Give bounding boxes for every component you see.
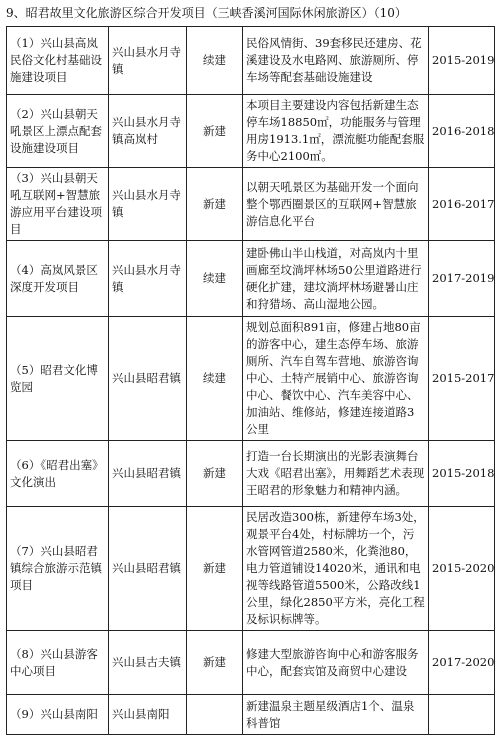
project-name: （7）兴山县昭君镇综合旅游示范镇项目 — [7, 507, 109, 631]
project-location: 兴山县水月寺镇 — [109, 168, 187, 241]
project-location: 兴山县水月寺镇高岚村 — [109, 95, 187, 168]
project-content: 修建大型旅游咨询中心和游客服务中心，配套宾馆及商贸中心建设 — [243, 631, 429, 695]
project-content: 以朝天吼景区为基础开发一个面向整个鄂西圈景区的互联网+智慧旅游信息化平台 — [243, 168, 429, 241]
table-row — [7, 95, 495, 168]
project-period: 2017-2019 — [429, 241, 495, 317]
project-nature: 续建 — [187, 317, 243, 441]
project-period: 2015-2017 — [429, 317, 495, 441]
project-content: 民居改造300栋，新建停车场3处，观景平台4处，村标牌坊一个，污水管网管道2580米，化粪池80，电力管道铺设14020米，通讯和电视等线路管道5500米，公路改线1公里，绿化2850平方米，亮化工程及标识标牌等。 — [243, 507, 429, 631]
project-name: （6）《昭君出塞》文化演出 — [7, 441, 109, 507]
project-period: 2015-2018 — [429, 441, 495, 507]
project-period: 2015-2019 — [429, 27, 495, 95]
table-row — [7, 441, 495, 507]
project-period: 2017-2020 — [429, 631, 495, 695]
project-name: （8）兴山县游客中心项目 — [7, 631, 109, 695]
project-table — [6, 26, 495, 735]
table-row — [7, 168, 495, 241]
project-nature — [187, 695, 243, 735]
project-period: 2016-2017 — [429, 168, 495, 241]
project-nature: 新建 — [187, 441, 243, 507]
project-nature: 续建 — [187, 27, 243, 95]
project-location: 兴山县水月寺镇 — [109, 241, 187, 317]
project-location: 兴山县昭君镇 — [109, 507, 187, 631]
project-location: 兴山县古夫镇 — [109, 631, 187, 695]
project-name: （2）兴山县朝天吼景区上漂点配套设施建设项目 — [7, 95, 109, 168]
project-name: （5）昭君文化博览园 — [7, 317, 109, 441]
project-location: 兴山县水月寺镇 — [109, 27, 187, 95]
project-name: （9）兴山县南阳 — [7, 695, 109, 735]
project-content: 规划总面积891亩，修建占地80亩的游客中心，建生态停车场、旅游厕所、汽车自驾车营地、旅游咨询中心、土特产展销中心、旅游咨询中心、餐饮中心、汽车美容中心、加油站、维修站，修建连接道路3公里 — [243, 317, 429, 441]
project-nature: 续建 — [187, 241, 243, 317]
project-content: 打造一台长期演出的光影表演舞台大戏《昭君出塞》，用舞蹈艺术表现王昭君的形象魅力和精神内涵。 — [243, 441, 429, 507]
project-location: 兴山县南阳 — [109, 695, 187, 735]
project-location: 兴山县昭君镇 — [109, 317, 187, 441]
project-nature: 新建 — [187, 507, 243, 631]
project-content: 新建温泉主题星级酒店1个、温泉科普馆 — [243, 695, 429, 735]
project-name: （4）高岚风景区深度开发项目 — [7, 241, 109, 317]
table-row — [7, 241, 495, 317]
table-row — [7, 695, 495, 735]
project-period: 2016-2018 — [429, 95, 495, 168]
project-name: （3）兴山县朝天吼互联网+智慧旅游应用平台建设项目 — [7, 168, 109, 241]
project-nature: 新建 — [187, 95, 243, 168]
project-period — [429, 695, 495, 735]
project-location: 兴山县昭君镇 — [109, 441, 187, 507]
project-content: 民俗风情街、39套移民还建房、花溪建设及水电路网、旅游厕所、停车场等配套基础设施建设 — [243, 27, 429, 95]
project-name: （1）兴山县高岚民俗文化村基础设施建设项目 — [7, 27, 109, 95]
project-period: 2015-2020 — [429, 507, 495, 631]
section-title: 9、昭君故里文化旅游区综合开发项目（三峡香溪河国际休闲旅游区）（10） — [6, 6, 407, 20]
table-row — [7, 317, 495, 441]
project-content: 建卧佛山半山栈道，对高岚内十里画廊至坟淌坪林场50公里道路进行硬化扩建，建坟淌坪林场避暑山庄和狩猎场、高山湿地公园。 — [243, 241, 429, 317]
table-row — [7, 507, 495, 631]
project-nature: 新建 — [187, 168, 243, 241]
project-nature: 新建 — [187, 631, 243, 695]
table-row — [7, 27, 495, 95]
project-content: 本项目主要建设内容包括新建生态停车场18850㎡，功能服务与管理用房1913.1㎡，漂流艇功能配套服务中心2100㎡。 — [243, 95, 429, 168]
table-row — [7, 631, 495, 695]
